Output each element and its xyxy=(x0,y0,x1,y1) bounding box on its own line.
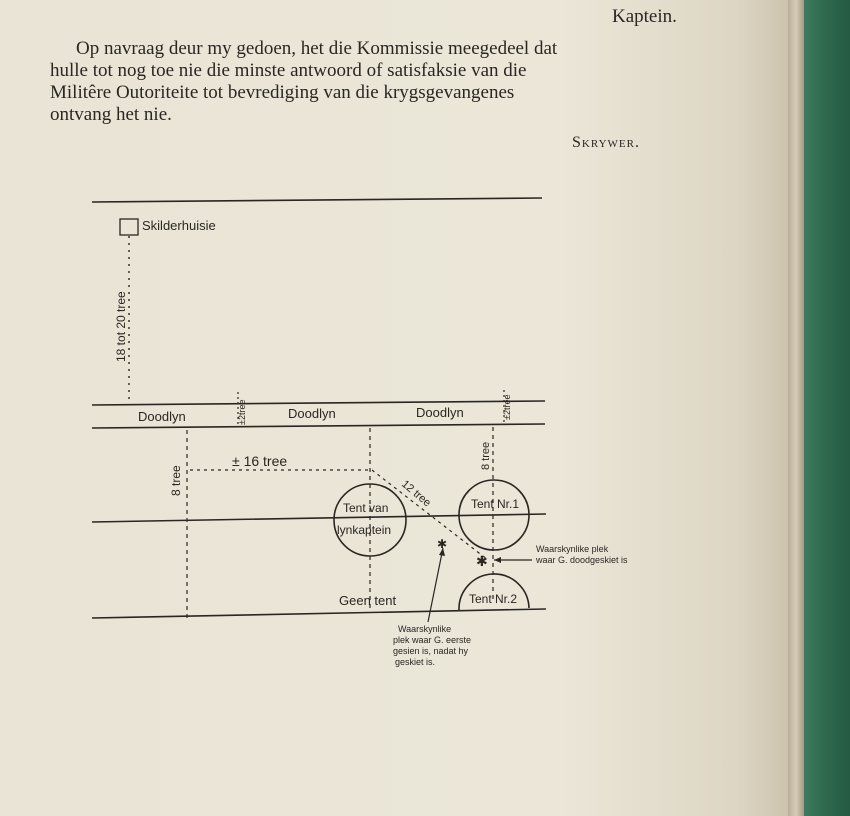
gap-label-right: ±2tree xyxy=(502,394,512,420)
paragraph-line: Op navraag deur my gedoen, het die Kommissie meegedeel dat xyxy=(76,38,558,59)
deadline-label-1: Doodlyn xyxy=(138,409,186,424)
seen-place-label-2: plek waar G. eerste xyxy=(393,635,472,645)
hut-distance-label: 18 tot 20 tree xyxy=(114,291,128,362)
paragraph-line: Militêre Outoriteite tot bevrediging van die krygsgevangenes xyxy=(50,82,515,103)
seen-place-marker: ✱ xyxy=(437,537,448,551)
gap-label-left: ±2tree xyxy=(237,399,247,425)
seen-place-label-3: gesien is, nadat hy xyxy=(393,646,469,656)
deadline-line-bottom xyxy=(92,424,545,428)
tent-nr1-label: Tent Nr.1 xyxy=(471,497,520,511)
no-tent-label: Geen tent xyxy=(339,593,397,608)
paragraph-line: hulle tot nog toe nie die minste antwoord of satisfaksie van die xyxy=(50,60,527,81)
paragraph-line: ontvang het nie. xyxy=(50,104,172,125)
seen-place-label-4: geskiet is. xyxy=(395,657,436,667)
deadline-label-3: Doodlyn xyxy=(416,405,464,420)
bottom-line xyxy=(92,609,546,618)
eight-tree-label-right: 8 tree xyxy=(480,441,492,470)
shot-place-label-2: waar G. doodgeskiet is xyxy=(536,555,628,565)
top-boundary-line xyxy=(92,198,542,202)
signature-skrywer: Skrywer. xyxy=(572,134,640,151)
twelve-tree-label: 12 tree xyxy=(399,478,434,510)
seen-place-label-1: Waarskynlike xyxy=(398,624,452,634)
tent-captain-label-1: Tent van xyxy=(343,501,389,515)
deadline-label-2: Doodlyn xyxy=(288,406,336,421)
eight-tree-label-left: 8 tree xyxy=(169,465,183,496)
shot-place-marker: ✱ xyxy=(476,553,488,569)
tent-nr2-label: Tent Nr.2 xyxy=(469,592,518,606)
book-cover-edge xyxy=(804,0,850,816)
shot-place-label-1: Waarskynlike plek xyxy=(536,544,609,554)
hut-label: Skilderhuisie xyxy=(142,218,216,233)
tent-captain-label-2: lynkaptein xyxy=(337,523,392,537)
hut-box xyxy=(120,219,138,235)
signature-kaptein: Kaptein. xyxy=(612,6,677,27)
deadline-line-top xyxy=(92,401,545,405)
sixteen-tree-label: ± 16 tree xyxy=(232,453,288,469)
tent-row-line xyxy=(92,514,546,522)
